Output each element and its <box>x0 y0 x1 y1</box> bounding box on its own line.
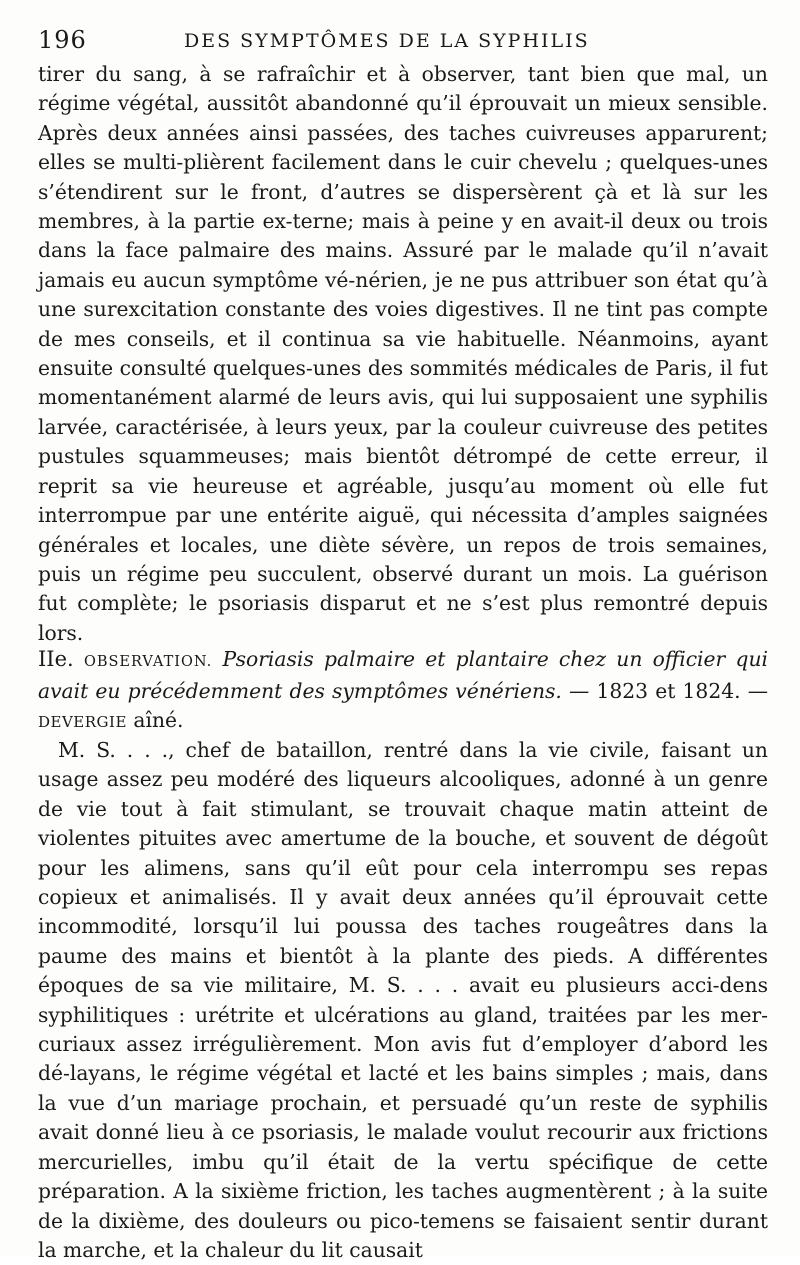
observation-author: DEVERGIE <box>38 713 127 731</box>
running-head <box>38 26 768 56</box>
observation-label: OBSERVATION. <box>83 654 213 670</box>
observation-dates: — 1823 et 1824. — <box>569 679 768 703</box>
observation-title: Psoriasis palmaire et plantaire chez un officier qui avait eu précédemment des symptômes vénériens. <box>38 647 768 703</box>
paragraph-continued <box>38 60 768 648</box>
observation-author-suffix: aîné. <box>133 708 184 732</box>
observation-heading <box>38 645 768 737</box>
paragraph-text: tirer du sang, à se rafraîchir et à observer, tant bien que mal, un régime végétal, aussitôt abandonné qu’il éprouvait un mieux sensible. Après deux années ainsi passées, des taches cuivreuses apparurent; elles se multi-plièrent facilement dans le cuir chevelu ; quelques-unes s’étendirent sur le front, d’autres se dispersèrent çà et là sur les membres, à la partie ex-terne; mais à peine y en avait-il deux ou trois dans la face palmaire des mains. Assuré par le malade qu’il n’avait jamais eu aucun symptôme vé-nérien, je ne pus attribuer son état qu’à une surexcitation constante des voies digestives. Il ne tint pas compte de mes conseils, et il continua sa vie habituelle. Néanmoins, ayant ensuite consulté quelques-unes des sommités médicales de Paris, il fut momentanément alarmé de leurs avis, qui lui supposaient une syphilis larvée, caractérisée, à leurs yeux, par la couleur cuivreuse des petites pustules squammeuses; mais bientôt détrompé de cette erreur, il reprit sa vie heureuse et agréable, jusqu’au moment où elle fut interrompue par une entérite aiguë, qui nécessita d’amples saignées générales et locales, une diète sévère, un repos de trois semaines, puis un régime peu succulent, observé durant un mois. La guérison fut complète; le psoriasis disparut et ne s’est plus remontré depuis lors. <box>38 62 768 645</box>
observation-number: IIe. <box>38 647 74 671</box>
paragraph-observation <box>38 736 768 1265</box>
running-title: DES SYMPTÔMES DE LA SYPHILIS <box>184 30 590 52</box>
paragraph-text: M. S. . . ., chef de bataillon, rentré dans la vie civile, faisant un usage assez peu modéré des liqueurs alcooliques, adonné à un genre de vie tout à fait stimulant, se trouvait chaque matin atteint de violentes pituites avec amertume de la bouche, et souvent de dégoût pour les alimens, sans qu’il eût pour cela interrompu ses repas copieux et animalisés. Il y avait deux années qu’il éprouvait cette incommodité, lorsqu’il lui poussa des taches rougeâtres dans la paume des mains et bientôt à la plante des pieds. A différentes époques de sa vie militaire, M. S. . . . avait eu plusieurs acci-dens syphilitiques : urétrite et ulcérations au gland, traitées par les mer-curiaux assez irrégulièrement. Mon avis fut d’employer d’abord les dé-layans, le régime végétal et lacté et les bains simples ; mais, dans la vue d’un mariage prochain, et persuadé qu’un reste de syphilis avait donné lieu à ce psoriasis, le malade voulut recourir aux frictions mercurielles, imbu qu’il était de la vertu spécifique de cette préparation. A la sixième friction, les taches augmentèrent ; à la suite de la dixième, des douleurs ou pico-temens se faisaient sentir durant la marche, et la chaleur du lit causait <box>38 738 768 1262</box>
page-number: 196 <box>38 26 87 54</box>
